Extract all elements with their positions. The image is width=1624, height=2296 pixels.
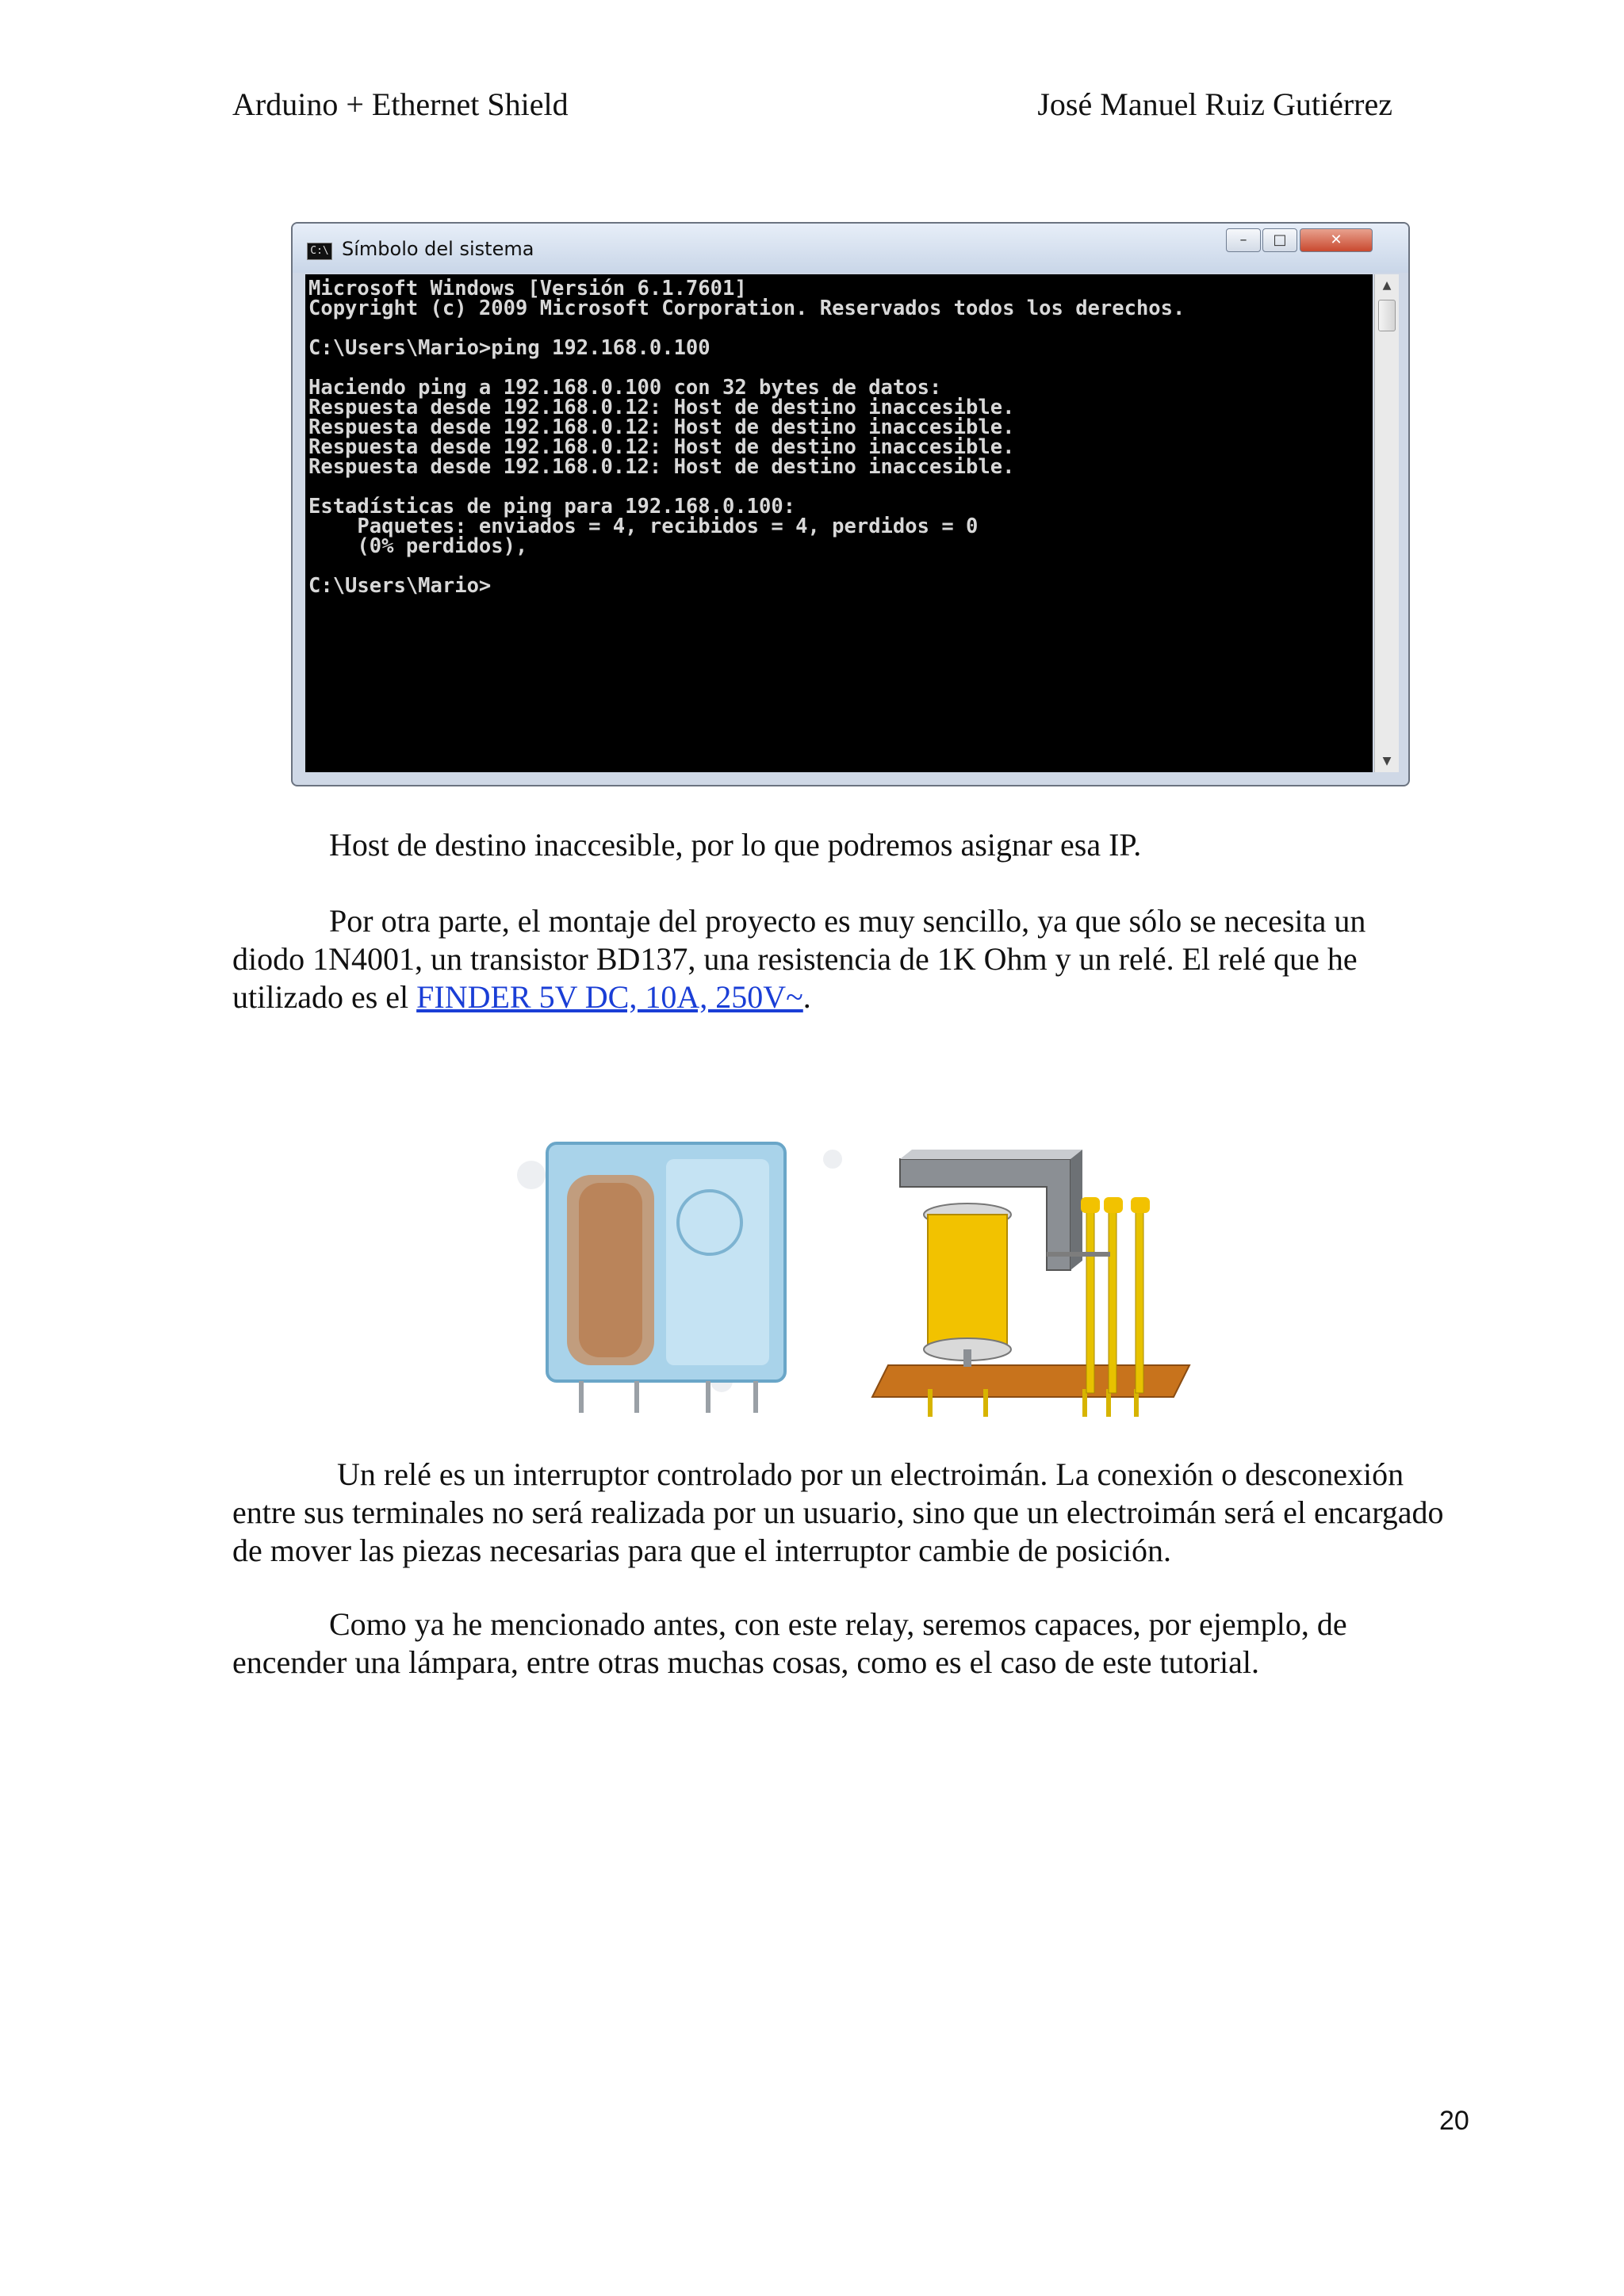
paragraph-host-unreachable [232, 826, 1422, 864]
page-number: 20 [1439, 2106, 1469, 2136]
paragraph-text: Como ya he mencionado antes, con este relay, seremos capaces, por ejemplo, de encender una lámpara, entre otras muchas cosas, como es el caso de este tutorial. [232, 1606, 1347, 1680]
paragraph-text: Un relé es un interruptor controlado por un electroimán. La conexión o desconexión entre sus terminales no será realizada por un usuario, sino que un electroimán será el encargado de mover las piezas necesarias para que el interruptor cambie de posición. [232, 1456, 1444, 1568]
scroll-down-icon: ▼ [1382, 755, 1392, 767]
console-output-area [305, 274, 1373, 772]
paragraph-text: Host de destino inaccesible, por lo que podremos asignar esa IP. [329, 827, 1142, 863]
minimize-icon: – [1226, 228, 1261, 252]
paragraph-relay-definition [232, 1456, 1454, 1570]
paragraph-relay-usage [232, 1605, 1422, 1682]
console-window-screenshot [291, 222, 1410, 786]
scroll-thumb [1378, 300, 1396, 331]
finder-relay-link[interactable]: FINDER 5V DC, 10A, 250V~ [416, 979, 803, 1015]
console-icon: C:\ [307, 243, 332, 260]
relay-photo [547, 1143, 785, 1413]
console-title: Símbolo del sistema [342, 238, 534, 260]
relay-illustration [500, 1127, 1197, 1421]
paragraph-assembly [232, 902, 1422, 1016]
paragraph-end: . [802, 979, 811, 1015]
console-output-text: Microsoft Windows [Versión 6.1.7601] Copyright (c) 2009 Microsoft Corporation. Reservados todos los derechos. C:\Users\Mario>ping 192.168.0.100 Haciendo ping a 192.168.0.100 con 32 bytes de datos: Respuesta desde 192.168.0.12: Host de destino inaccesible. Respuesta desde 192.168.0.12: Host de destino inaccesible. Respuesta desde 192.168.0.12: Host de destino inaccesible. Respuesta desde 192.168.0.12: Host de destino inaccesible. Estadísticas de ping para 192.168.0.100: Paquetes: enviados = 4, recibidos = 4, perdidos = 0 (0% perdidos), C:\Users\Mario> [308, 277, 1185, 598]
header-title: Arduino + Ethernet Shield [232, 86, 569, 122]
console-titlebar [293, 224, 1408, 273]
close-icon: ✕ [1300, 228, 1373, 252]
header-author: José Manuel Ruiz Gutiérrez [1037, 86, 1392, 122]
paragraph-text: Por otra parte, el montaje del proyecto es muy sencillo, ya que sólo se necesita un diodo 1N4001, un transistor BD137, una resistencia de 1K Ohm y un relé. El relé que he utilizado es el [232, 903, 1366, 1015]
scroll-up-icon: ▲ [1382, 279, 1392, 292]
console-scrollbar [1374, 274, 1399, 772]
maximize-icon: □ [1262, 228, 1297, 252]
